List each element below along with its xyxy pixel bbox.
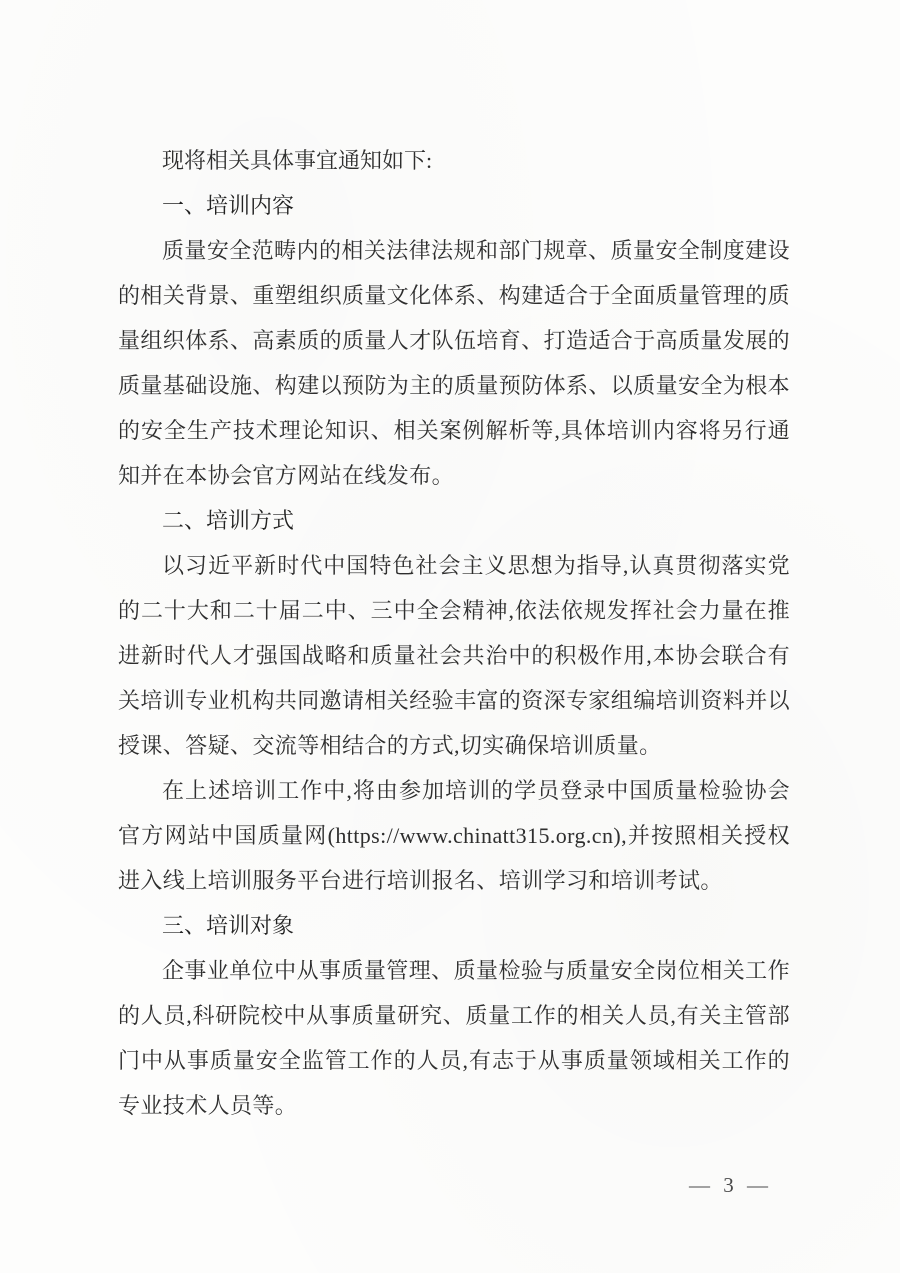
document-body (118, 138, 790, 1128)
section-heading-training-audience: 三、培训对象 (162, 913, 295, 938)
paragraph-training-method-1: 以习近平新时代中国特色社会主义思想为指导,认真贯彻落实党的二十大和二十届二中、三中全会精神,依法依规发挥社会力量在推进新时代人才强国战略和质量社会共治中的积极作用,本协会联合有关培训专业机构共同邀请相关经验丰富的资深专家组编培训资料并以授课、答疑、交流等相结合的方式,切实确保培训质量。 (118, 553, 791, 758)
intro-line: 现将相关具体事宜通知如下: (162, 148, 433, 173)
paragraph-training-method-2: 在上述培训工作中,将由参加培训的学员登录中国质量检验协会官方网站中国质量网(https://www.chinatt315.org.cn),并按照相关授权进入线上培训服务平台进行培训报名、培训学习和培训考试。 (118, 778, 790, 893)
paragraph-training-content: 质量安全范畴内的相关法律法规和部门规章、质量安全制度建设的相关背景、重塑组织质量文化体系、构建适合于全面质量管理的质量组织体系、高素质的质量人才队伍培育、打造适合于高质量发展的质量基础设施、构建以预防为主的质量预防体系、以质量安全为根本的安全生产技术理论知识、相关案例解析等,具体培训内容将另行通知并在本协会官方网站在线发布。 (118, 238, 791, 488)
section-heading-training-method: 二、培训方式 (162, 508, 295, 533)
paragraph-training-audience: 企事业单位中从事质量管理、质量检验与质量安全岗位相关工作的人员,科研院校中从事质量研究、质量工作的相关人员,有关主管部门中从事质量安全监管工作的人员,有志于从事质量领域相关工作的专业技术人员等。 (118, 958, 790, 1118)
section-heading-training-content: 一、培训内容 (162, 193, 295, 218)
page-number: — 3 — (689, 1173, 772, 1197)
